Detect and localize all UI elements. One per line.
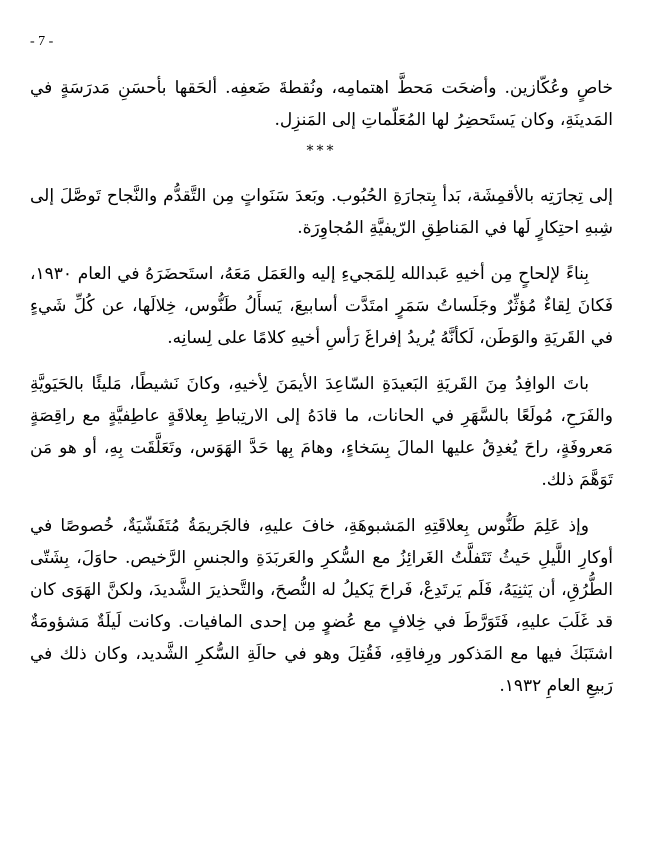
section-separator: *** (306, 143, 337, 159)
paragraph-3: بِناءً لإلحاحٍ مِن أخيهِ عَبدالله لِلمَجيءِ إليه والعَمَل مَعَهُ، استَحضَرَهُ في العام ١٩٣٠، فَكانَ لِقاءٌ مُؤثِّرٌ وجَلَساتُ سَمَرٍ امتَدَّت أسابيعَ، يَسأَلُ طَنُّوس، خِلالَها، عن كُلِّ شَيءٍ في القَريَةِ والوَطَن، لَكأنَّهُ يُريدُ إفراغَ رَأسِ أخيهِ كلامًا على لِسانِه. (30, 264, 613, 348)
paragraph-5: وإذ عَلِمَ طَنُّوس بِعلاقَتِهِ المَشبوهَةِ، خافَ عليهِ، فالجَريمَةُ مُتَفَشّيَةٌ، خُصوصًا في أوكارِ اللَّيلِ حَيثُ تَتَفلَّتُ الغَرائِزُ مع السُّكرِ والعَربَدَةِ والجنسِ الرَّخيص. حاوَلَ، بِشَتّى الطُّرُقِ، أن يَثنِيَهُ، فَلَم يَرتَدِعْ، فَراحَ يَكيلُ له النُّصحَ، والتَّحذيرَ الشَّديدَ، ولكنَّ الهَوَى كان قد غَلَبَ عليهِ، فَتَوَرَّطَ في خِلافٍ مع عُضوٍ مِن إحدى المافيات. وكانت لَيلَةٌ مَشؤومَةٌ اشتَبَكَ فيها مع المَذكور ورِفاقِهِ، فَقُتِلَ وهو في حالَةِ السُّكرِ الشَّديد، وكان ذلك في رَبيعِ العامِ ١٩٣٢. (30, 516, 613, 696)
paragraph-4: باتَ الوافِدُ مِنَ القَريَةِ البَعيدَةِ السّاعِدَ الأيمَنَ لِأخيهِ، وكانَ نَشيطًا، مَليئًا بالحَيَويَّةِ والفَرَحِ، مُولَعًا بالسَّهَرِ في الحانات، ما قادَهُ إلى الارتِباطِ بِعلاقَةٍ عاطِفيَّةٍ مع راقِصَةٍ مَعروفَةٍ، راحَ يُغدِقُ عليها المالَ بِسَخاءٍ، وهامَ بِها حَدَّ الهَوَس، وتَعَلَّقَت بِهِ، أو هو مَن تَوَهَّمَ ذلك. (30, 374, 613, 490)
paragraph-2: إلى تِجارَتِه بالأقمِشَة، بَدأ بِتجارَةِ الحُبُوب. وبَعدَ سَنَواتٍ مِن التَّقدُّم والنَّجاح تَوصَّلَ إلى شِبهِ احتِكارٍ لَها في المَناطِقِ الرّيفيَّةِ المُجاوِرَة. (30, 186, 613, 238)
page-number: - 7 - (30, 34, 54, 49)
document-body (30, 72, 613, 702)
paragraph-1: خاصٍ وعُكّازين. وأضحَت مَحطَّ اهتمامِه، ونُقطةَ ضَعفِه. ألحَقها بأحسَنِ مَدرَسَةٍ في المَدينَةِ، وكان يَستَحضِرُ لها المُعَلّماتِ إلى المَنزِل. (30, 78, 613, 130)
